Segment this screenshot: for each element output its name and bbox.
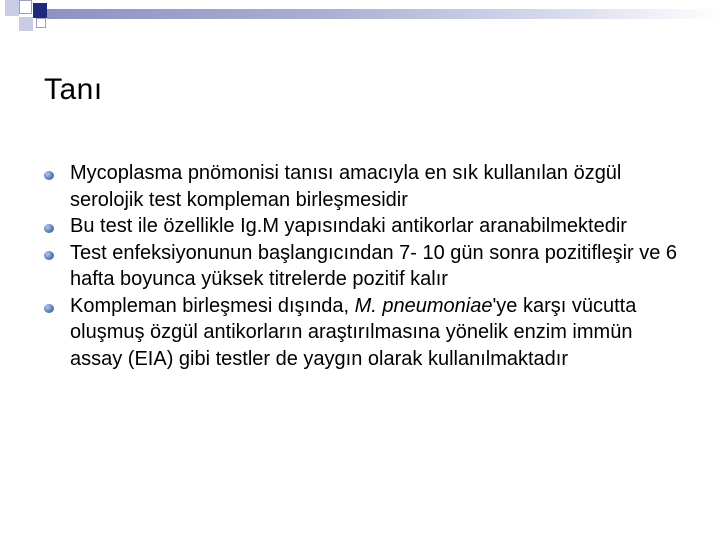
bullet-text-after: 'ye karşı vücutta oluşmuş özgül antikorların araştırılmasına yönelik enzim immün assay (EIA) gibi testler de yaygın olarak kullanılmaktadır — [70, 294, 637, 370]
bullet-icon — [44, 304, 54, 313]
bullet-icon — [44, 251, 54, 260]
bullet-text — [70, 295, 636, 370]
bullet-text: Bu test ile özellikle Ig.M yapısındaki antikorlar aranabilmektedir — [70, 215, 627, 237]
organism-name: M. pneumoniae — [354, 294, 493, 317]
bullet-text: Mycoplasma pnömonisi tanısı amacıyla en sık kullanılan özgül serolojik test kompleman birleşmesidir — [70, 162, 622, 211]
bullet-item — [44, 240, 684, 293]
top-decorative-bar — [47, 9, 720, 19]
bullet-list — [44, 160, 684, 372]
bullet-text-before: Kompleman birleşmesi dışında, — [70, 294, 355, 317]
decorative-square — [19, 17, 33, 31]
slide-title: Tanı — [44, 73, 103, 106]
decorative-square-dark — [33, 3, 47, 18]
bullet-item — [44, 293, 684, 373]
decorative-square — [5, 0, 19, 16]
bullet-icon — [44, 224, 54, 233]
decorative-square-outline — [36, 18, 46, 28]
bullet-item — [44, 213, 684, 240]
bullet-icon — [44, 171, 54, 180]
bullet-item — [44, 160, 684, 213]
bullet-text: Test enfeksiyonunun başlangıcından 7- 10 gün sonra pozitifleşir ve 6 hafta boyunca yüksek titrelerde pozitif kalır — [70, 241, 678, 290]
decorative-square-outline — [19, 0, 32, 14]
